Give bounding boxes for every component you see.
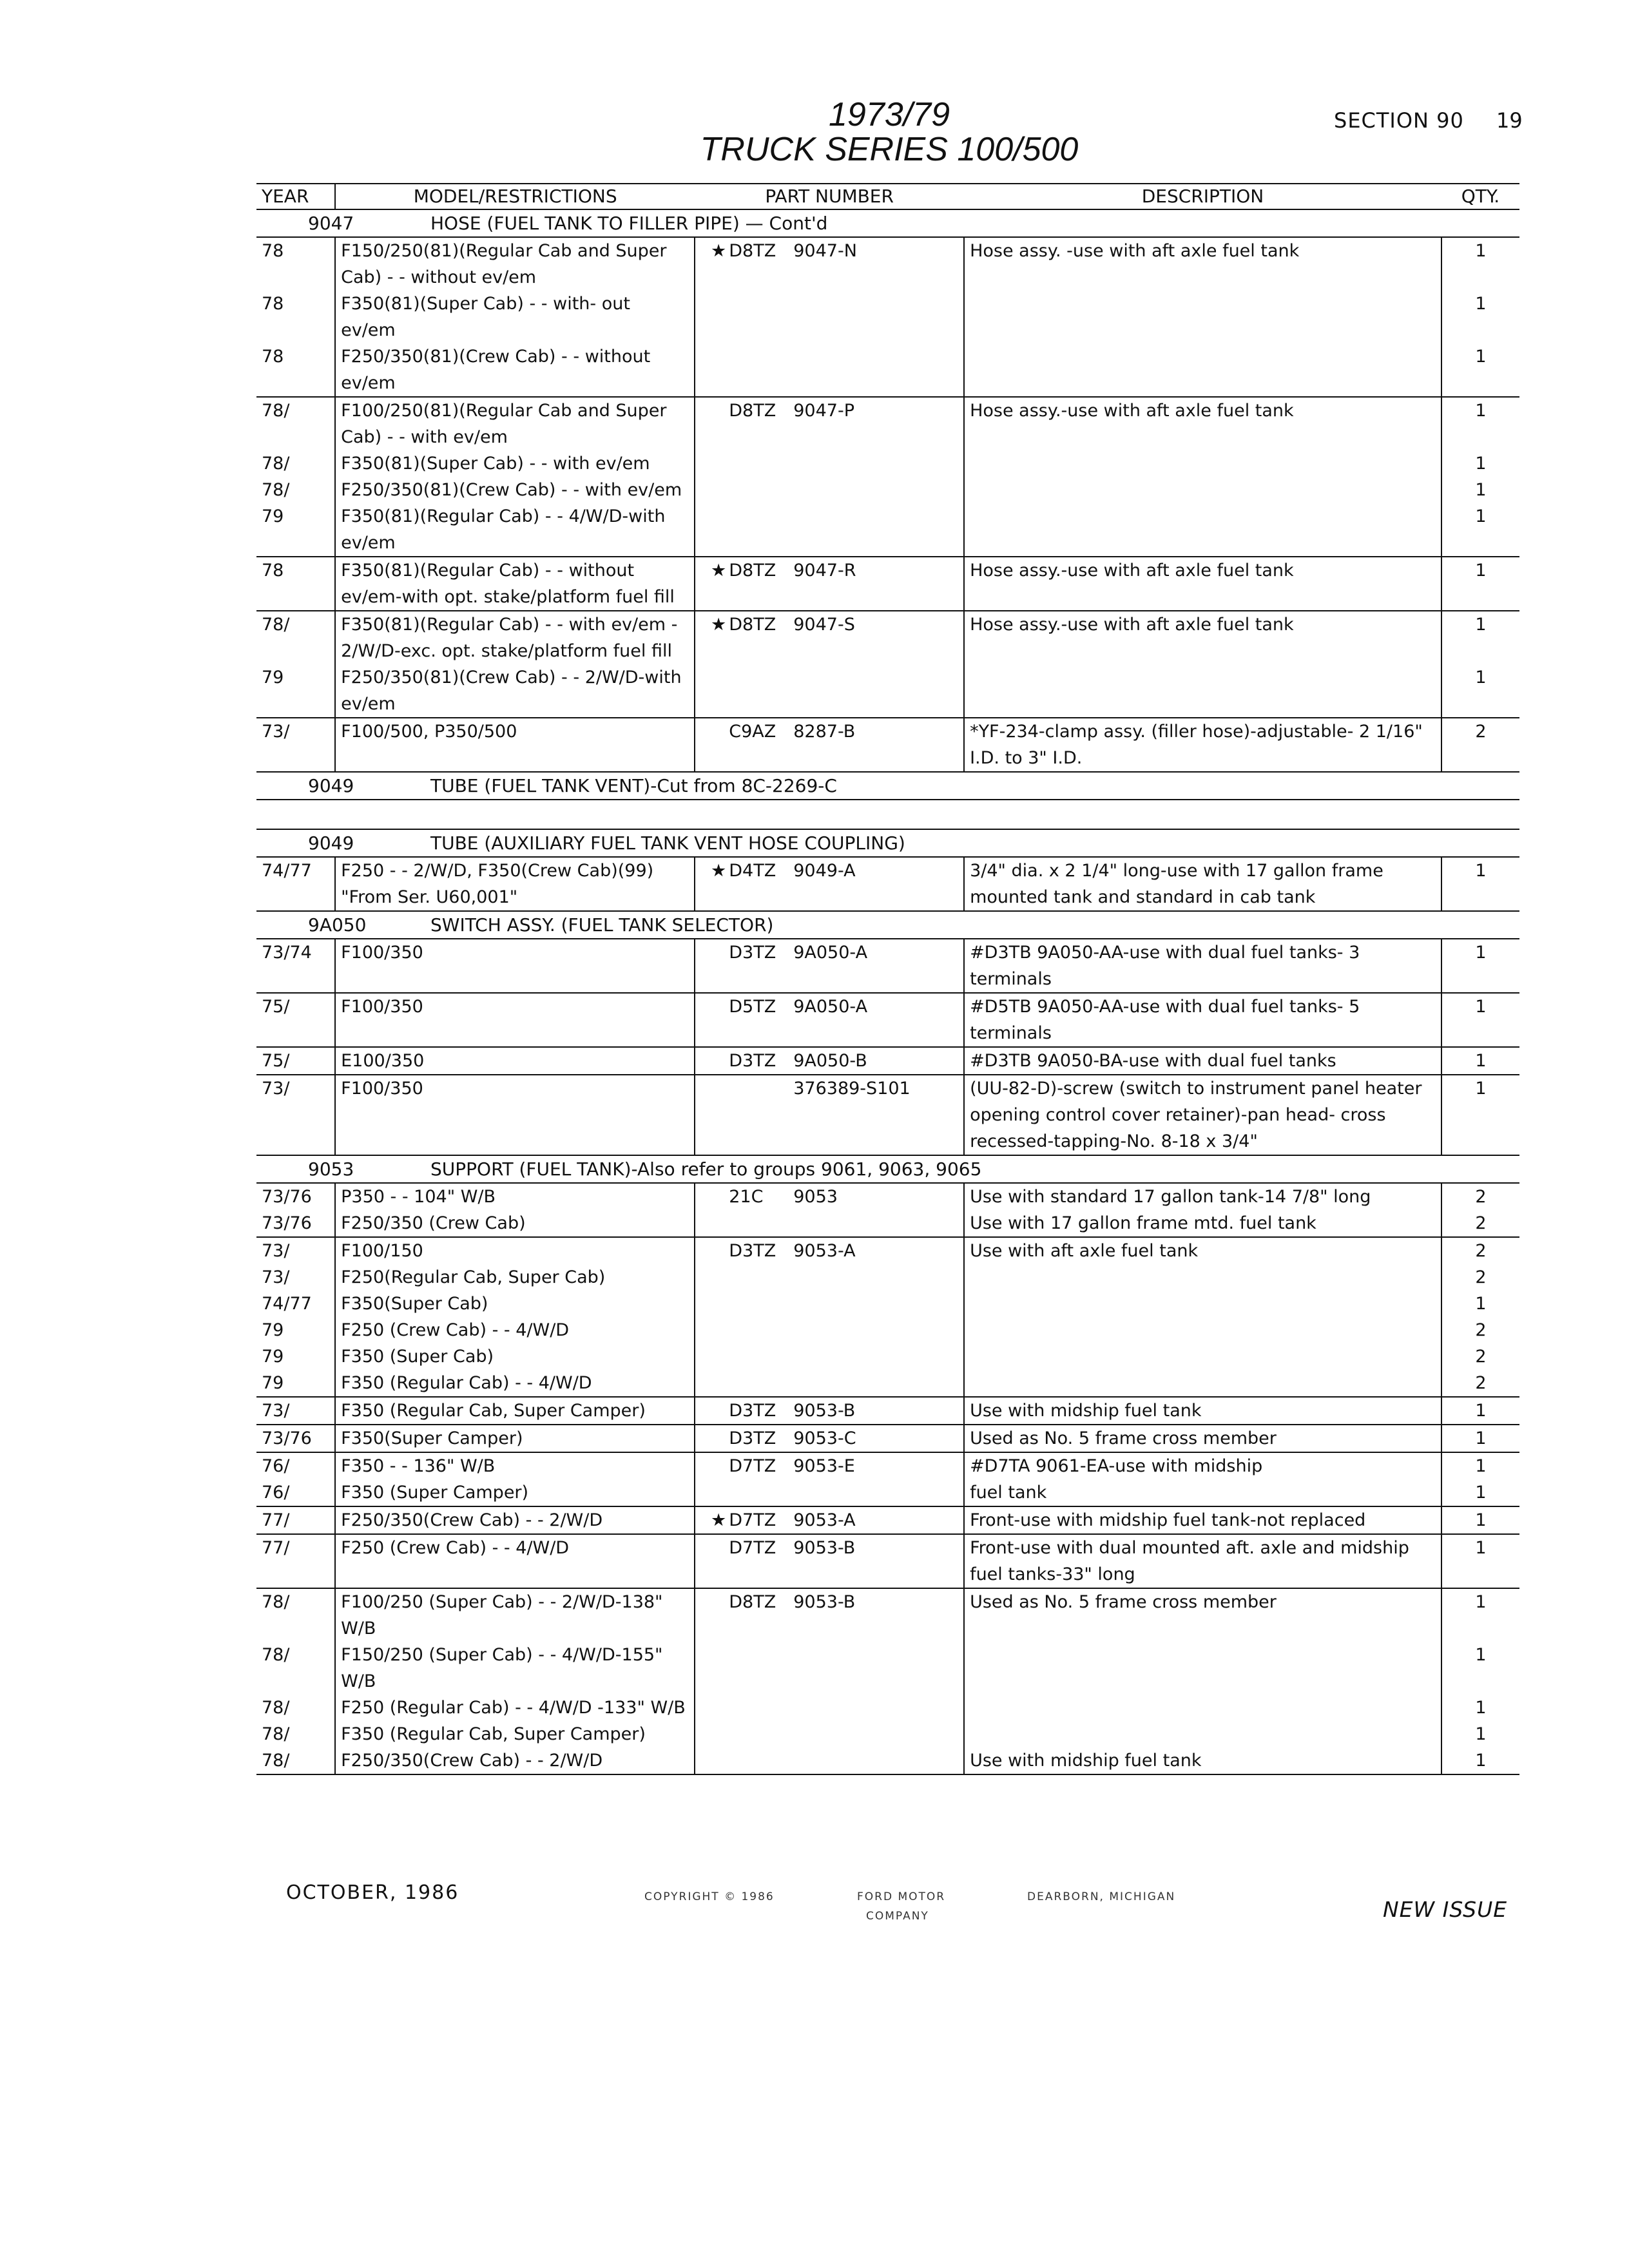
year-cell: 78 (262, 241, 284, 261)
table-row (256, 611, 1519, 664)
qty-cell: 1 (1441, 1506, 1519, 1534)
part-prefix: D3TZ (729, 1401, 776, 1421)
table-row (256, 1183, 1519, 1210)
description-cell (964, 1343, 1441, 1370)
footer-issue-status: NEW ISSUE (1383, 1897, 1508, 1922)
qty-cell: 1 (1441, 611, 1519, 664)
page-title-line2: TRUCK SERIES 100/500 (700, 131, 1079, 168)
col-header-qty: QTY. (1441, 184, 1519, 209)
qty-cell: 1 (1441, 664, 1519, 718)
part-number: 9A050-A (793, 943, 868, 963)
table-row (256, 1237, 1519, 1264)
year-cell: 78/ (256, 397, 335, 450)
table-row (256, 1721, 1519, 1747)
part-prefix: D8TZ (729, 401, 776, 421)
description-cell (964, 477, 1441, 503)
part-number-cell (695, 477, 964, 503)
model-cell: F100/350 (335, 939, 695, 993)
year-cell: 79 (262, 1320, 284, 1340)
table-row (256, 993, 1519, 1047)
table-row (256, 291, 1519, 343)
year-cell: 75/ (256, 993, 335, 1047)
part-number-cell (695, 1397, 964, 1425)
description-cell: Hose assy.-use with aft axle fuel tank (964, 397, 1441, 450)
section-gap (256, 800, 1519, 829)
part-number-cell (695, 664, 964, 718)
part-number-cell (695, 1210, 964, 1237)
page-title-line1: 1973/79 (829, 96, 950, 133)
new-part-star-icon: ★ (711, 615, 727, 635)
part-number-cell (695, 450, 964, 477)
table-header-row (256, 184, 1519, 209)
part-prefix: D8TZ (729, 241, 776, 261)
description-cell: Use with midship fuel tank (964, 1747, 1441, 1774)
description-cell (964, 1291, 1441, 1317)
part-number-cell (695, 1343, 964, 1370)
model-cell: F250/350 (Crew Cab) (335, 1210, 695, 1237)
year-cell: 73/ (256, 1075, 335, 1155)
part-prefix: D7TZ (729, 1456, 776, 1476)
model-cell: F350 (Super Cab) (335, 1343, 695, 1370)
qty-cell: 2 (1441, 1343, 1519, 1370)
col-header-part: PART NUMBER (695, 184, 964, 209)
year-cell: 78/ (262, 454, 290, 474)
model-cell: F250/350(Crew Cab) - - 2/W/D (335, 1747, 695, 1774)
part-number-cell (695, 1317, 964, 1343)
description-cell: #D7TA 9061-EA-use with midship (964, 1452, 1441, 1479)
group-title: SUPPORT (FUEL TANK)-Also refer to groups 9061, 9063, 9065 (430, 1158, 982, 1180)
qty-cell: 1 (1441, 397, 1519, 450)
part-number: 9053-E (793, 1456, 855, 1476)
year-cell: 76/ (262, 1483, 290, 1503)
description-cell: Used as No. 5 frame cross member (964, 1425, 1441, 1452)
model-cell: F100/350 (335, 993, 695, 1047)
model-cell: F350 (Regular Cab) - - 4/W/D (335, 1370, 695, 1397)
year-cell: 79 (262, 1347, 284, 1367)
description-cell: Hose assy.-use with aft axle fuel tank (964, 557, 1441, 611)
footer-company-line1: FORD MOTOR (857, 1890, 946, 1903)
year-cell: 78 (262, 294, 284, 314)
group-title: HOSE (FUEL TANK TO FILLER PIPE) — Cont'd (430, 213, 828, 234)
description-cell (964, 1721, 1441, 1747)
table-row (256, 1047, 1519, 1075)
footer-copyright: COPYRIGHT © 1986 (644, 1890, 775, 1903)
year-cell: 73/76 (262, 1213, 312, 1233)
model-cell: F250 (Crew Cab) - - 4/W/D (335, 1534, 695, 1588)
part-prefix: D5TZ (729, 997, 776, 1017)
part-number-cell (695, 611, 964, 664)
year-cell: 79 (262, 668, 284, 687)
qty-cell: 1 (1441, 237, 1519, 291)
footer-date: OCTOBER, 1986 (286, 1881, 459, 1904)
year-cell: 78 (256, 557, 335, 611)
group-code: 9A050 (308, 914, 367, 936)
table-row (256, 857, 1519, 911)
part-prefix: D8TZ (729, 615, 776, 635)
qty-cell: 1 (1441, 1695, 1519, 1721)
year-cell: 78/ (262, 1698, 290, 1718)
table-row (256, 1264, 1519, 1291)
qty-cell: 1 (1441, 1397, 1519, 1425)
qty-cell: 1 (1441, 993, 1519, 1047)
year-cell: 73/ (256, 1397, 335, 1425)
part-prefix: D8TZ (729, 561, 776, 581)
qty-cell: 1 (1441, 477, 1519, 503)
year-cell: 78/ (262, 1724, 290, 1744)
description-cell (964, 664, 1441, 718)
model-cell: F350(81)(Regular Cab) - - without ev/em-with opt. stake/platform fuel fill (335, 557, 695, 611)
part-prefix: D3TZ (729, 1428, 776, 1448)
description-cell (964, 1317, 1441, 1343)
part-number-cell (695, 1047, 964, 1075)
model-cell: F250/350(81)(Crew Cab) - - 2/W/D-with ev/em (335, 664, 695, 718)
part-number-cell (695, 1479, 964, 1506)
description-cell: Hose assy.-use with aft axle fuel tank (964, 611, 1441, 664)
part-number-cell (695, 993, 964, 1047)
part-number-cell (695, 343, 964, 397)
part-number-cell (695, 1264, 964, 1291)
year-cell: 78/ (256, 1588, 335, 1642)
year-cell: 79 (262, 1373, 284, 1393)
year-cell: 78/ (256, 611, 335, 664)
model-cell: F100/250(81)(Regular Cab and Super Cab) - - with ev/em (335, 397, 695, 450)
model-cell: F150/250 (Super Cab) - - 4/W/D-155" W/B (335, 1642, 695, 1695)
description-cell (964, 291, 1441, 343)
col-header-year: YEAR (256, 184, 335, 209)
part-number: 8287-B (793, 722, 856, 742)
model-cell: F350(Super Camper) (335, 1425, 695, 1452)
part-prefix: D3TZ (729, 1241, 776, 1261)
qty-cell: 1 (1441, 1642, 1519, 1695)
year-cell: 74/77 (262, 861, 312, 881)
part-prefix: D7TZ (729, 1538, 776, 1558)
year-cell: 76/ (256, 1452, 335, 1479)
table-row (256, 477, 1519, 503)
part-number: 9053-B (793, 1592, 856, 1612)
table-end-rule (256, 1774, 1519, 1776)
description-cell (964, 503, 1441, 557)
part-number: 9053-C (793, 1428, 856, 1448)
table-row (256, 450, 1519, 477)
group-code: 9053 (308, 1158, 354, 1180)
part-prefix: D7TZ (729, 1510, 776, 1530)
part-number-cell (695, 1588, 964, 1642)
part-number: 9053-A (793, 1241, 856, 1261)
qty-cell: 2 (1441, 718, 1519, 772)
qty-cell: 1 (1441, 1479, 1519, 1506)
table-row (256, 1479, 1519, 1506)
part-number-cell (695, 1237, 964, 1264)
qty-cell: 1 (1441, 1047, 1519, 1075)
parts-table (256, 183, 1519, 1776)
group-header (256, 829, 1519, 857)
year-cell: 79 (262, 506, 284, 526)
qty-cell: 1 (1441, 1588, 1519, 1642)
table-row (256, 1747, 1519, 1774)
group-header (256, 1155, 1519, 1183)
description-cell: Hose assy. -use with aft axle fuel tank (964, 237, 1441, 291)
description-cell (964, 1695, 1441, 1721)
part-number: 9A050-B (793, 1051, 867, 1071)
part-number-cell (695, 291, 964, 343)
part-number: 376389-S101 (793, 1079, 911, 1099)
model-cell: E100/350 (335, 1047, 695, 1075)
qty-cell: 1 (1441, 1075, 1519, 1155)
year-cell: 75/ (256, 1047, 335, 1075)
year-cell: 77/ (256, 1534, 335, 1588)
qty-cell: 1 (1441, 1534, 1519, 1588)
year-cell: 74/77 (262, 1294, 312, 1314)
part-number-cell (695, 1452, 964, 1479)
model-cell: F250 - - 2/W/D, F350(Crew Cab)(99) "From Ser. U60,001" (335, 857, 695, 911)
part-number-cell (695, 1695, 964, 1721)
part-number: 9053-B (793, 1538, 856, 1558)
table-row (256, 1534, 1519, 1588)
model-cell: F350(81)(Super Cab) - - with- out ev/em (335, 291, 695, 343)
qty-cell: 1 (1441, 291, 1519, 343)
model-cell: F350(81)(Regular Cab) - - 4/W/D-with ev/em (335, 503, 695, 557)
year-cell: 73/76 (256, 1425, 335, 1452)
part-number: 9047-N (793, 241, 857, 261)
table-row (256, 1506, 1519, 1534)
qty-cell: 1 (1441, 450, 1519, 477)
part-number-cell (695, 1642, 964, 1695)
model-cell: F350(81)(Super Cab) - - with ev/em (335, 450, 695, 477)
qty-cell: 2 (1441, 1237, 1519, 1264)
model-cell: F100/500, P350/500 (335, 718, 695, 772)
part-number-cell (695, 1747, 964, 1774)
qty-cell: 1 (1441, 503, 1519, 557)
table-row (256, 503, 1519, 557)
model-cell: F250 (Regular Cab) - - 4/W/D -133" W/B (335, 1695, 695, 1721)
part-number: 9053-A (793, 1510, 856, 1530)
part-prefix: 21C (729, 1187, 764, 1207)
year-cell: 77/ (256, 1506, 335, 1534)
year-cell: 73/76 (262, 1187, 312, 1207)
group-code: 9049 (308, 832, 354, 854)
qty-cell: 2 (1441, 1317, 1519, 1343)
part-number: 9A050-A (793, 997, 868, 1017)
part-number: 9053 (793, 1187, 838, 1207)
qty-cell: 1 (1441, 1747, 1519, 1774)
qty-cell: 1 (1441, 1452, 1519, 1479)
part-number: 9047-S (793, 615, 855, 635)
description-cell: Use with 17 gallon frame mtd. fuel tank (964, 1210, 1441, 1237)
table-row (256, 1425, 1519, 1452)
part-number-cell (695, 1721, 964, 1747)
model-cell: P350 - - 104" W/B (335, 1183, 695, 1210)
year-cell: 78/ (262, 480, 290, 500)
part-number-cell (695, 397, 964, 450)
table-row (256, 664, 1519, 718)
part-number-cell (695, 1291, 964, 1317)
group-code: 9047 (308, 213, 354, 234)
part-number: 9047-P (793, 401, 854, 421)
part-prefix: C9AZ (729, 722, 776, 742)
part-number-cell (695, 718, 964, 772)
part-number-cell (695, 1183, 964, 1210)
description-cell: 3/4" dia. x 2 1/4" long-use with 17 gallon frame mounted tank and standard in cab tank (964, 857, 1441, 911)
part-prefix: D8TZ (729, 1592, 776, 1612)
description-cell: Use with aft axle fuel tank (964, 1237, 1441, 1264)
page-number: 19 (1496, 108, 1523, 133)
section-label: SECTION 90 (1334, 108, 1464, 133)
table-row (256, 397, 1519, 450)
year-cell: 73/ (256, 718, 335, 772)
qty-cell: 1 (1441, 343, 1519, 397)
table-body (256, 209, 1519, 1776)
table-row (256, 1642, 1519, 1695)
model-cell: F100/250 (Super Cab) - - 2/W/D-138" W/B (335, 1588, 695, 1642)
qty-cell: 2 (1441, 1210, 1519, 1237)
description-cell: *YF-234-clamp assy. (filler hose)-adjustable- 2 1/16" I.D. to 3" I.D. (964, 718, 1441, 772)
qty-cell: 1 (1441, 939, 1519, 993)
table-row (256, 939, 1519, 993)
model-cell: F350(81)(Regular Cab) - - with ev/em - 2/W/D-exc. opt. stake/platform fuel fill (335, 611, 695, 664)
table-row (256, 718, 1519, 772)
table-row (256, 1075, 1519, 1155)
description-cell (964, 1642, 1441, 1695)
part-number: 9047-R (793, 561, 856, 581)
description-cell: (UU-82-D)-screw (switch to instrument panel heater opening control cover retainer)-pan head- cross recessed-tapping-No. 8-18 x 3/4" (964, 1075, 1441, 1155)
description-cell: #D3TB 9A050-BA-use with dual fuel tanks (964, 1047, 1441, 1075)
part-number: 9049-A (793, 861, 856, 881)
description-cell: Front-use with dual mounted aft. axle and midship fuel tanks-33" long (964, 1534, 1441, 1588)
table-row (256, 1370, 1519, 1397)
year-cell: 73/ (262, 1267, 290, 1287)
model-cell: F250(Regular Cab, Super Cab) (335, 1264, 695, 1291)
new-part-star-icon: ★ (711, 1510, 727, 1530)
footer-company-line2: COMPANY (866, 1910, 929, 1923)
qty-cell: 1 (1441, 1291, 1519, 1317)
part-number-cell (695, 857, 964, 911)
table-row (256, 1291, 1519, 1317)
table-row (256, 1588, 1519, 1642)
table-row (256, 343, 1519, 397)
part-number-cell (695, 939, 964, 993)
qty-cell: 2 (1441, 1370, 1519, 1397)
group-title: SWITCH ASSY. (FUEL TANK SELECTOR) (430, 914, 774, 936)
footer-location: DEARBORN, MICHIGAN (1027, 1890, 1176, 1903)
col-header-desc: DESCRIPTION (964, 184, 1441, 209)
qty-cell: 1 (1441, 857, 1519, 911)
part-number-cell (695, 1506, 964, 1534)
part-prefix: D4TZ (729, 861, 776, 881)
part-number-cell (695, 1425, 964, 1452)
group-header (256, 209, 1519, 237)
model-cell: F250/350(81)(Crew Cab) - - without ev/em (335, 343, 695, 397)
description-cell (964, 1370, 1441, 1397)
part-number: 9053-B (793, 1401, 856, 1421)
model-cell: F350(Super Cab) (335, 1291, 695, 1317)
year-cell: 78/ (262, 1645, 290, 1665)
qty-cell: 2 (1441, 1183, 1519, 1210)
table-row (256, 557, 1519, 611)
description-cell (964, 450, 1441, 477)
description-cell: #D3TB 9A050-AA-use with dual fuel tanks- 3 terminals (964, 939, 1441, 993)
description-cell: Front-use with midship fuel tank-not replaced (964, 1506, 1441, 1534)
part-number-cell (695, 1075, 964, 1155)
description-cell (964, 1264, 1441, 1291)
part-prefix: D3TZ (729, 943, 776, 963)
year-cell: 78 (262, 347, 284, 367)
part-number-cell (695, 503, 964, 557)
table-row (256, 1452, 1519, 1479)
description-cell: fuel tank (964, 1479, 1441, 1506)
group-title: TUBE (FUEL TANK VENT)-Cut from 8C-2269-C (430, 775, 837, 796)
model-cell: F250/350(Crew Cab) - - 2/W/D (335, 1506, 695, 1534)
qty-cell: 1 (1441, 1721, 1519, 1747)
qty-cell: 1 (1441, 1425, 1519, 1452)
table-row (256, 1317, 1519, 1343)
part-number-cell (695, 557, 964, 611)
group-code: 9049 (308, 775, 354, 796)
model-cell: F350 (Super Camper) (335, 1479, 695, 1506)
model-cell: F100/150 (335, 1237, 695, 1264)
new-part-star-icon: ★ (711, 561, 727, 581)
table-row (256, 1397, 1519, 1425)
table-row (256, 1343, 1519, 1370)
description-cell: #D5TB 9A050-AA-use with dual fuel tanks- 5 terminals (964, 993, 1441, 1047)
table-row (256, 237, 1519, 291)
model-cell: F250/350(81)(Crew Cab) - - with ev/em (335, 477, 695, 503)
model-cell: F250 (Crew Cab) - - 4/W/D (335, 1317, 695, 1343)
description-cell: Use with standard 17 gallon tank-14 7/8" long (964, 1183, 1441, 1210)
part-number-cell (695, 237, 964, 291)
group-header (256, 911, 1519, 939)
model-cell: F100/350 (335, 1075, 695, 1155)
new-part-star-icon: ★ (711, 861, 727, 881)
table-row (256, 1695, 1519, 1721)
part-number-cell (695, 1534, 964, 1588)
new-part-star-icon: ★ (711, 241, 727, 261)
year-cell: 73/ (256, 1237, 335, 1264)
description-cell: Use with midship fuel tank (964, 1397, 1441, 1425)
model-cell: F150/250(81)(Regular Cab and Super Cab) - - without ev/em (335, 237, 695, 291)
table-row (256, 1210, 1519, 1237)
description-cell (964, 343, 1441, 397)
qty-cell: 2 (1441, 1264, 1519, 1291)
group-title: TUBE (AUXILIARY FUEL TANK VENT HOSE COUPLING) (430, 832, 905, 854)
year-cell: 78/ (262, 1751, 290, 1771)
description-cell: Used as No. 5 frame cross member (964, 1588, 1441, 1642)
group-header (256, 772, 1519, 800)
model-cell: F350 (Regular Cab, Super Camper) (335, 1397, 695, 1425)
part-prefix: D3TZ (729, 1051, 776, 1071)
qty-cell: 1 (1441, 557, 1519, 611)
model-cell: F350 - - 136" W/B (335, 1452, 695, 1479)
model-cell: F350 (Regular Cab, Super Camper) (335, 1721, 695, 1747)
year-cell: 73/74 (262, 943, 312, 963)
col-header-model: MODEL/RESTRICTIONS (335, 184, 695, 209)
part-number-cell (695, 1370, 964, 1397)
